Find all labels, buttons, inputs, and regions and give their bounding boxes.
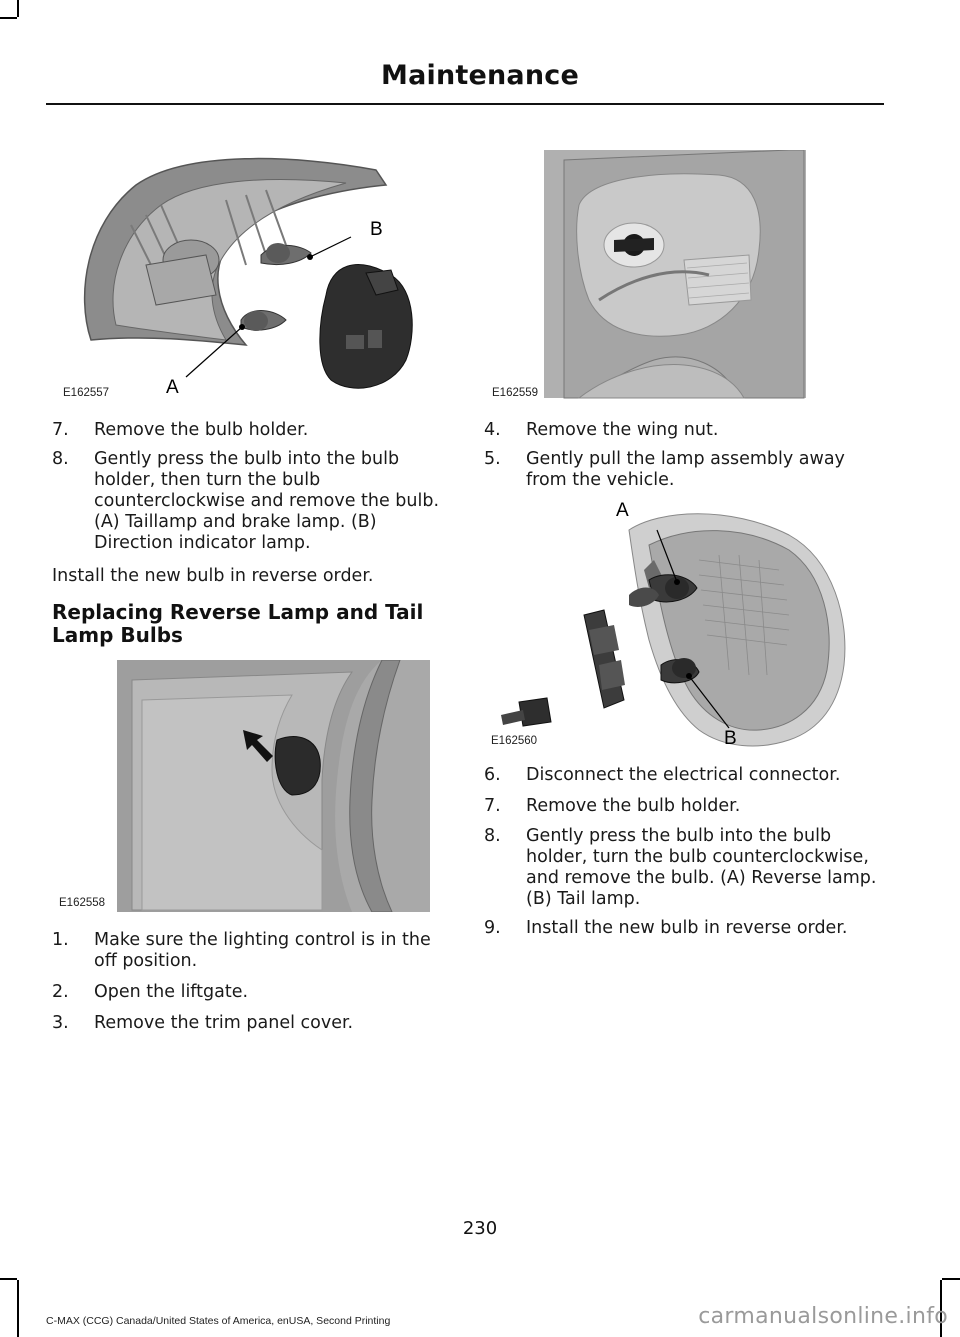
figure-trim-panel xyxy=(52,660,430,912)
figure-taillamp-bulbs xyxy=(46,145,441,405)
crop-mark xyxy=(0,17,17,19)
callout-label-b: B xyxy=(370,219,383,240)
taillamp-illustration xyxy=(46,145,441,405)
callout-label-a: A xyxy=(616,500,629,521)
page-title: Maintenance xyxy=(381,60,579,91)
figure-code: E162558 xyxy=(59,897,106,909)
section-heading: Replacing Reverse Lamp and Tail Lamp Bulbs xyxy=(52,600,424,647)
crop-mark xyxy=(942,1278,960,1280)
trim-panel-illustration xyxy=(52,660,430,912)
watermark-link[interactable]: carmanualsonline.info xyxy=(698,1304,948,1329)
figure-wing-nut xyxy=(489,150,809,405)
header-rule xyxy=(46,103,884,105)
install-note: Install the new bulb in reverse order. xyxy=(52,566,374,586)
lamp-assembly-illustration xyxy=(489,500,859,752)
figure-code: E162560 xyxy=(491,735,538,747)
wing-nut-illustration xyxy=(489,150,809,405)
figure-code: E162559 xyxy=(492,387,539,399)
printing-info: C-MAX (CCG) Canada/United States of America, enUSA, Second Printing xyxy=(46,1315,391,1327)
page-number: 230 xyxy=(462,1218,498,1239)
crop-mark xyxy=(0,1278,17,1280)
figure-lamp-assembly xyxy=(489,500,859,752)
callout-label-b: B xyxy=(724,728,737,749)
callout-label-a: A xyxy=(166,377,179,398)
crop-mark xyxy=(17,1280,19,1337)
crop-mark xyxy=(17,0,19,17)
figure-code: E162557 xyxy=(63,387,110,399)
